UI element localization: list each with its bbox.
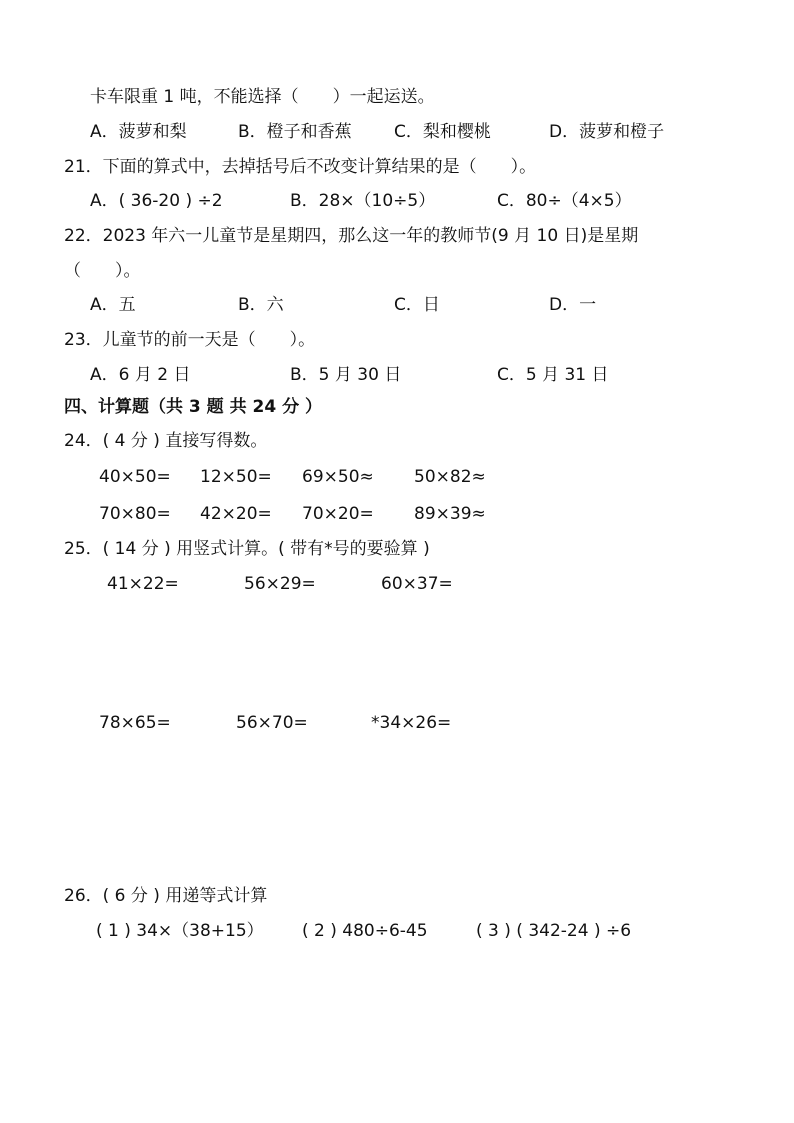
q22-stem-line1: 22．2023 年六一儿童节是星期四，那么这一年的教师节(9 月 10 日)是星期 — [64, 226, 639, 246]
q21-option-a: A．( 36-20 ) ÷2 — [90, 191, 223, 211]
q22-stem-line2: （ ）。 — [64, 261, 141, 281]
q25-stem: 25．( 14 分 ) 用竖式计算。( 带有*号的要验算 ) — [64, 539, 430, 559]
q26-item-3: ( 3 ) ( 342-24 ) ÷6 — [476, 921, 632, 941]
q24-r1-c2: 12×50= — [200, 467, 272, 487]
q23-option-b: B．5 月 30 日 — [290, 365, 402, 385]
q24-r1-c1: 40×50= — [99, 467, 171, 487]
q24-r1-c3: 69×50≈ — [302, 467, 374, 487]
q24-r2-c4: 89×39≈ — [414, 504, 486, 524]
q20-option-b: B．橙子和香蕉 — [238, 122, 352, 142]
q26-item-2: ( 2 ) 480÷6-45 — [302, 921, 428, 941]
q20-option-a: A．菠萝和梨 — [90, 122, 187, 142]
q25-r2-c2: 56×70= — [236, 713, 308, 733]
q26-item-1: ( 1 ) 34×（38+15） — [96, 921, 264, 941]
q21-stem: 21．下面的算式中，去掉括号后不改变计算结果的是（ ）。 — [64, 157, 537, 177]
q23-option-c: C．5 月 31 日 — [497, 365, 609, 385]
q25-r1-c1: 41×22= — [107, 574, 179, 594]
q26-stem: 26．( 6 分 ) 用递等式计算 — [64, 886, 268, 906]
q24-stem: 24．( 4 分 ) 直接写得数。 — [64, 431, 268, 451]
q22-option-c: C．日 — [394, 295, 440, 315]
q20-option-c: C．梨和樱桃 — [394, 122, 491, 142]
q24-r1-c4: 50×82≈ — [414, 467, 486, 487]
q21-option-c: C．80÷（4×5） — [497, 191, 632, 211]
q20-option-d: D．菠萝和橙子 — [549, 122, 665, 142]
q25-r1-c3: 60×37= — [381, 574, 453, 594]
q23-stem: 23．儿童节的前一天是（ ）。 — [64, 330, 316, 350]
q25-r2-c1: 78×65= — [99, 713, 171, 733]
section-heading: 四、计算题（共 3 题 共 24 分 ） — [64, 397, 322, 417]
q20-stem: 卡车限重 1 吨，不能选择（ ）一起运送。 — [90, 87, 435, 107]
q22-option-a: A．五 — [90, 295, 136, 315]
q24-r2-c2: 42×20= — [200, 504, 272, 524]
q23-option-a: A．6 月 2 日 — [90, 365, 191, 385]
q21-option-b: B．28×（10÷5） — [290, 191, 436, 211]
q24-r2-c3: 70×20= — [302, 504, 374, 524]
q22-option-d: D．一 — [549, 295, 597, 315]
q25-r1-c2: 56×29= — [244, 574, 316, 594]
q22-option-b: B．六 — [238, 295, 284, 315]
q25-r2-c3: *34×26= — [371, 713, 452, 733]
q24-r2-c1: 70×80= — [99, 504, 171, 524]
